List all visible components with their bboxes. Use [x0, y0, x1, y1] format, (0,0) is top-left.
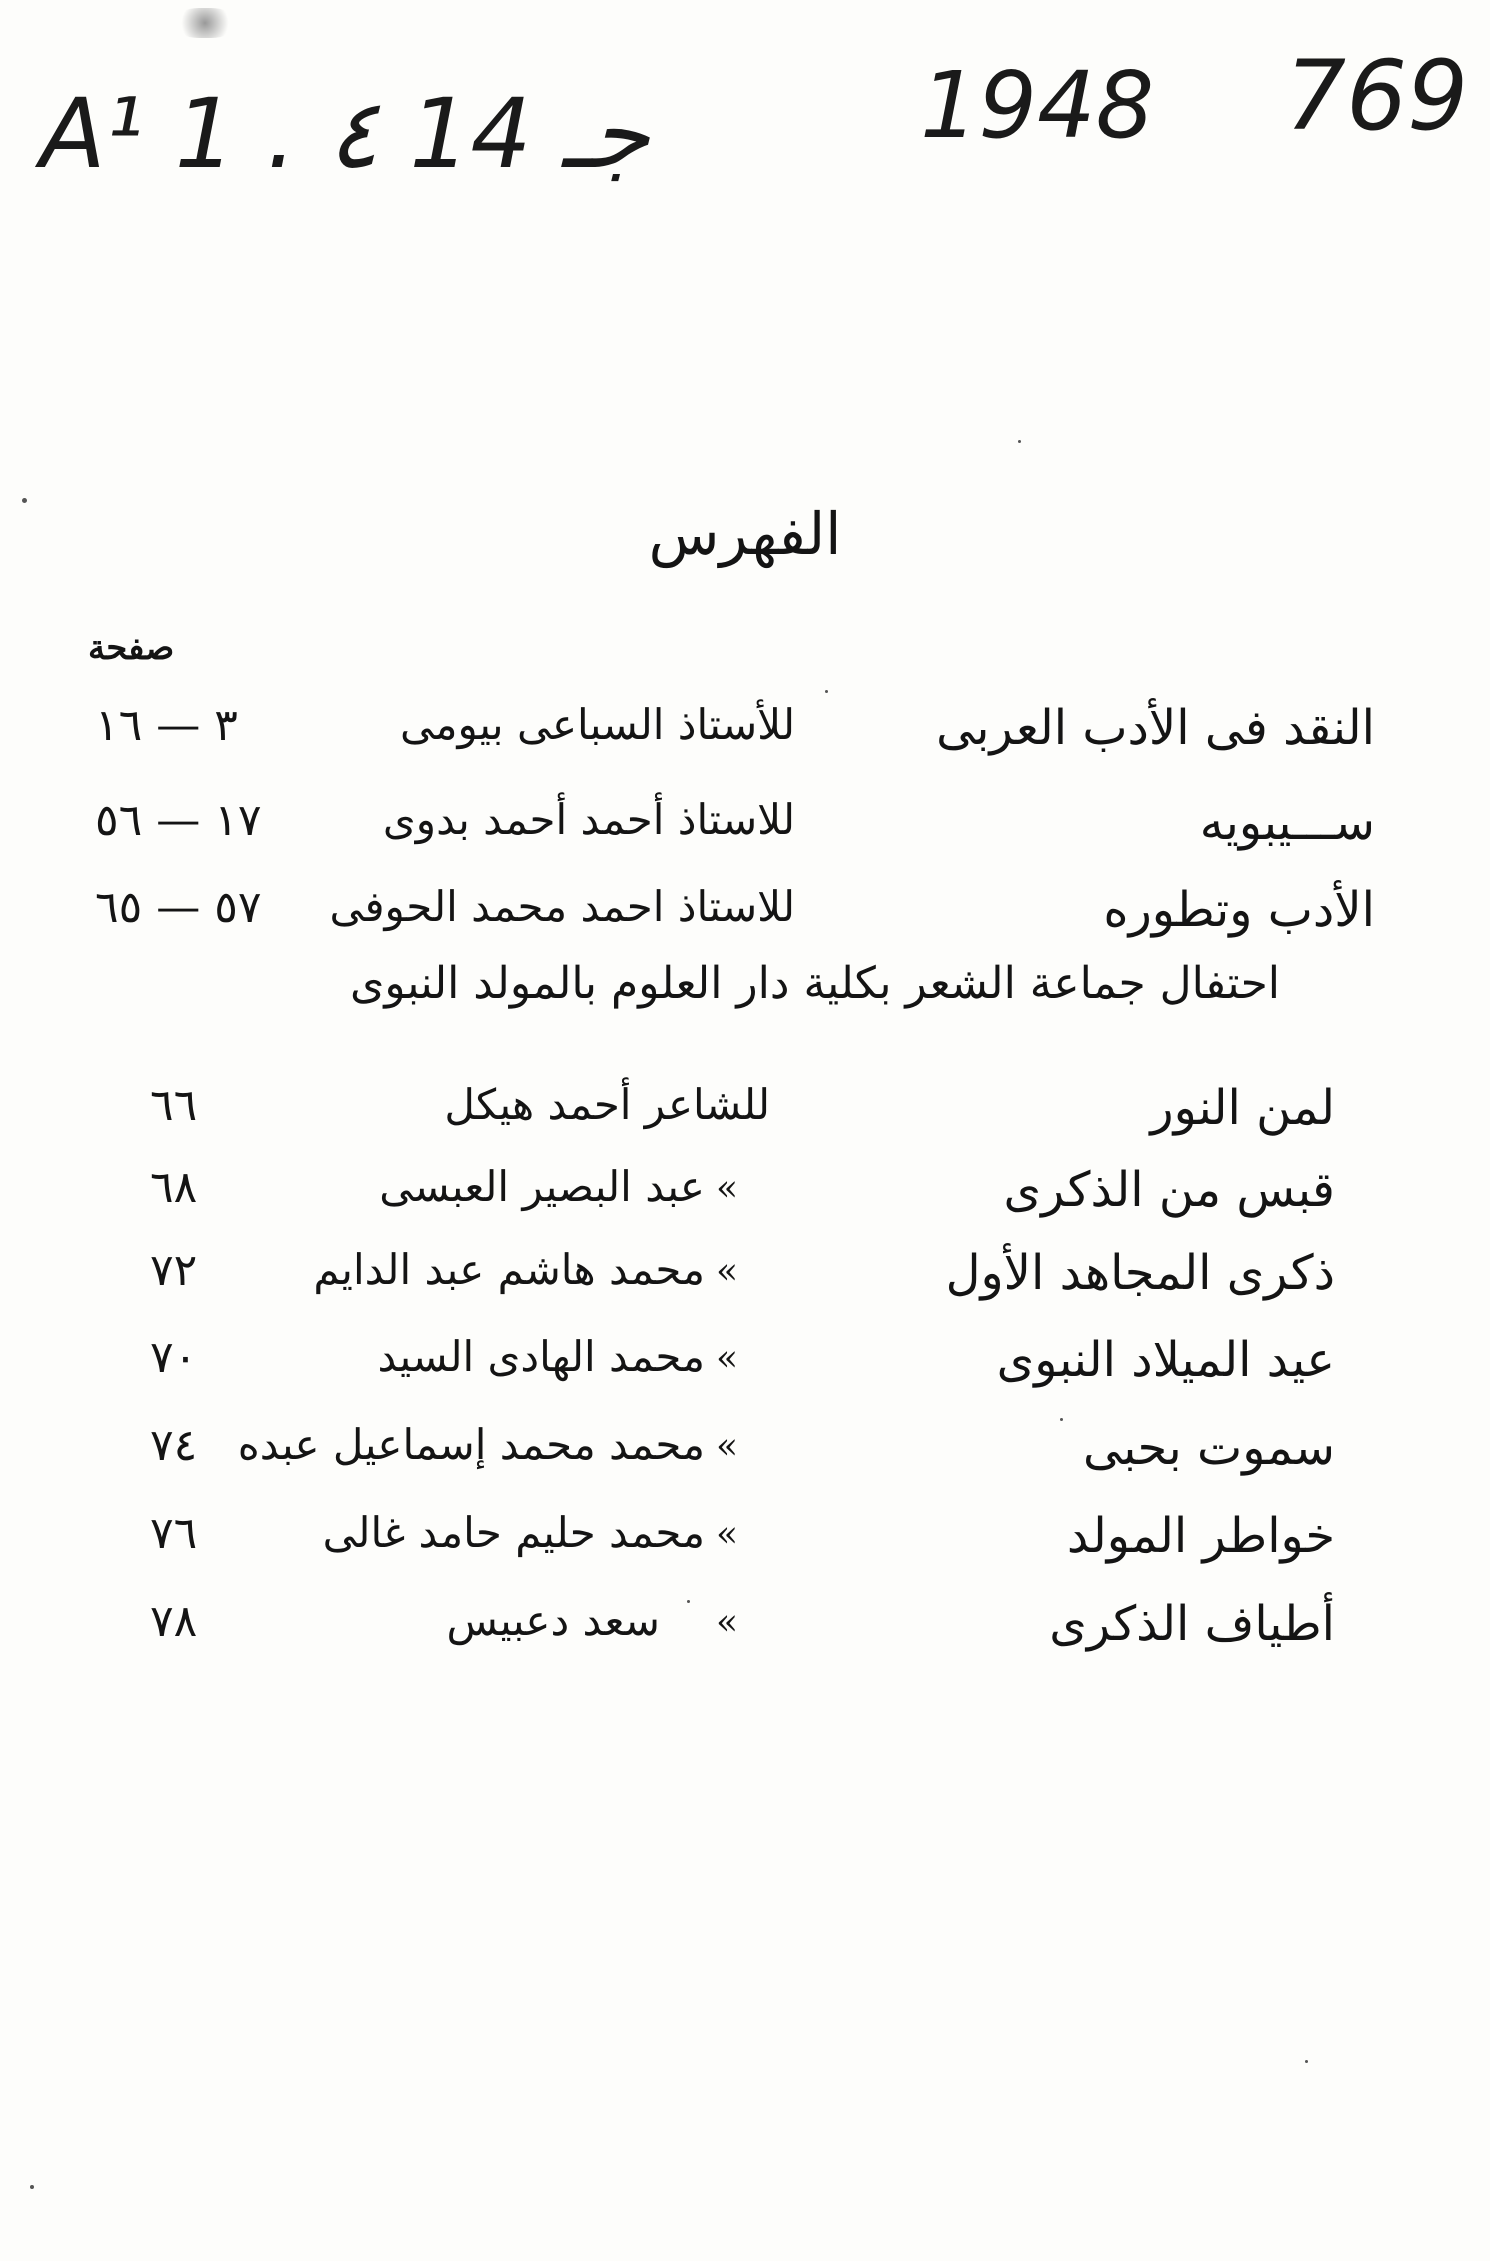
- entry-author: محمد الهادى السيد: [377, 1332, 705, 1381]
- paper-speck: [30, 2185, 34, 2189]
- entry-author: للاستاذ احمد محمد الحوفى: [329, 882, 795, 931]
- entry-title: عيد الميلاد النبوى: [996, 1332, 1335, 1388]
- entry-title: خواطر المولد: [1066, 1508, 1335, 1564]
- toc-entry: [0, 700, 1490, 790]
- paper-speck: [1305, 2060, 1308, 2063]
- toc-entry: [0, 795, 1490, 885]
- paper-speck: [1018, 440, 1021, 443]
- toc-entry: [0, 1508, 1490, 1598]
- ditto-mark: «: [715, 1168, 738, 1209]
- entry-title: الأدب وتطوره: [1103, 882, 1375, 938]
- entry-title: ذكرى المجاهد الأول: [945, 1245, 1335, 1301]
- page-column-header: صفحة: [88, 628, 175, 668]
- entry-title: لمن النور: [1150, 1080, 1335, 1136]
- entry-pages: ٧٢: [150, 1245, 198, 1296]
- entry-pages: ٧٠: [150, 1332, 198, 1383]
- ditto-mark: «: [715, 1338, 738, 1379]
- entry-pages: ٥٧ — ٦٥: [95, 882, 262, 933]
- ditto-mark: «: [715, 1426, 738, 1467]
- archive-year-annotation: 1948: [920, 52, 1155, 159]
- archive-number-annotation: 769: [1285, 40, 1469, 152]
- entry-pages: ٧٦: [150, 1508, 198, 1559]
- toc-entry: [0, 1420, 1490, 1510]
- page-title: الفهرس: [648, 500, 842, 568]
- archive-code-annotation: A¹ 1 . ٤ 14 جـ: [40, 78, 650, 190]
- ditto-mark: «: [715, 1251, 738, 1292]
- entry-author: للاستاذ أحمد أحمد بدوى: [382, 795, 795, 844]
- toc-entry: [0, 1080, 1490, 1170]
- section-heading-line: احتفال جماعة الشعر بكلية دار العلوم بالمولد النبوى: [349, 958, 1281, 1009]
- entry-author: محمد هاشم عبد الدايم: [313, 1245, 705, 1294]
- section-heading: [0, 958, 1490, 1009]
- toc-entry: [0, 1596, 1490, 1686]
- entry-author: محمد حليم حامد غالى: [322, 1508, 705, 1557]
- paper-speck: [175, 8, 235, 38]
- entry-title: ســـيبويه: [1199, 795, 1375, 851]
- entry-title: سموت بحبى: [1082, 1420, 1335, 1476]
- ditto-mark: «: [715, 1514, 738, 1555]
- toc-entry: [0, 1245, 1490, 1335]
- entry-pages: ١٧ — ٥٦: [95, 795, 262, 846]
- entry-title: النقد فى الأدب العربى: [936, 700, 1375, 756]
- paper-speck: [825, 690, 828, 693]
- ditto-mark: «: [715, 1602, 738, 1643]
- entry-author: محمد محمد إسماعيل عبده: [237, 1420, 705, 1469]
- entry-pages: ٧٤: [150, 1420, 198, 1471]
- entry-title: قبس من الذكرى: [1003, 1162, 1335, 1218]
- toc-entry: [0, 1332, 1490, 1422]
- entry-pages: ٣ — ١٦: [95, 700, 238, 751]
- entry-pages: ٧٨: [150, 1596, 198, 1647]
- entry-author: للشاعر أحمد هيكل: [444, 1080, 770, 1129]
- entry-author: للأستاذ السباعى بيومى: [400, 700, 795, 749]
- entry-pages: ٦٦: [150, 1080, 198, 1131]
- entry-title: أطياف الذكرى: [1049, 1596, 1335, 1652]
- toc-entry: [0, 1162, 1490, 1252]
- entry-author: سعد دعبيس: [446, 1596, 660, 1645]
- entry-author: عبد البصير العبسى: [379, 1162, 705, 1211]
- entry-pages: ٦٨: [150, 1162, 198, 1213]
